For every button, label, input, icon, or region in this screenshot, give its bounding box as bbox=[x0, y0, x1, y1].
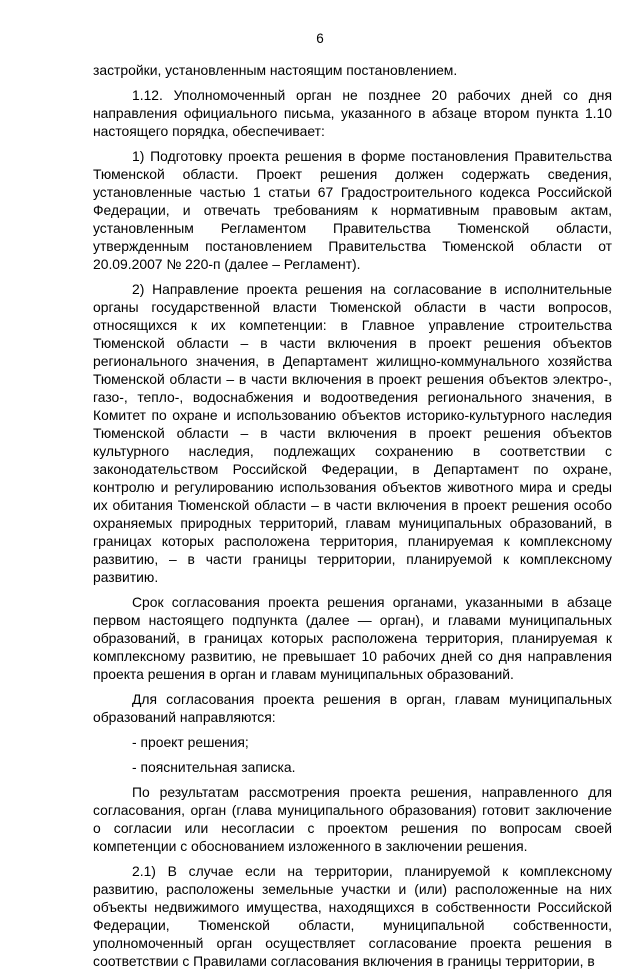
paragraph: 2.1) В случае если на территории, планируемой к комплексному развитию, расположены земельные участки и (или) расположенные на них объекты недвижимого имущества, находящихся в собственности Российской Федерации, Тюменской области, муниципальной собственности, уполномоченный орган осуществляет согласование проекта решения в соответствии с Правилами согласования включения в границы территории, в bbox=[93, 863, 612, 969]
paragraph: По результатам рассмотрения проекта решения, направленного для согласования, орган (глава муниципального образования) готовит заключение о согласии или несогласии с проектом решения по вопросам своей компетенции с обоснованием изложенного в заключении решения. bbox=[93, 784, 612, 854]
list-item: - проект решения; bbox=[132, 734, 249, 750]
page-number: 6 bbox=[316, 31, 324, 46]
paragraph: застройки, установленным настоящим постановлением. bbox=[93, 62, 458, 78]
paragraph: 1) Подготовку проекта решения в форме постановления Правительства Тюменской области. Проект решения должен содержать сведения, установленные частью 1 статьи 67 Градостроительного кодекса Российской Федерации, и отвечать требованиям к нормативным правовым актам, установленным Регламентом Правительства Тюменской области, утвержденным постановлением Правительства Тюменской области от 20.09.2007 № 220-п (далее – Регламент). bbox=[93, 148, 612, 272]
paragraph: 2) Направление проекта решения на согласование в исполнительные органы государственной власти Тюменской области в части вопросов, относящихся к их компетенции: в Главное управление строительства Тюменской области – в части включения в проект решения объектов регионального значения, в Департамент жилищно-коммунального хозяйства Тюменской области – в части включения в проект решения объектов электро-, газо-, тепло-, водоснабжения и водоотведения регионального значения, в Комитет по охране и использованию объектов историко-культурного наследия Тюменской области – в части включения в проект решения объектов культурного наследия, подлежащих сохранению в соответствии с законодательством Российской Федерации, в Департамент по охране, контролю и регулированию использования объектов животного мира и среды их обитания Тюменской области – в части включения в проект решения особо охраняемых природных территорий, главам муниципальных образований, в границах которых расположена территория, планируемая к комплексному развитию, – в части границы территории, планируемой к комплексному развитию. bbox=[93, 281, 612, 585]
document-body bbox=[93, 61, 612, 970]
paragraph: Срок согласования проекта решения органами, указанными в абзаце первом настоящего подпункта (далее — орган), и главами муниципальных образований, в границах которых расположена территория, планируемая к комплексному развитию, не превышает 10 рабочих дней со дня направления проекта решения в орган и главам муниципальных образований. bbox=[93, 594, 612, 682]
paragraph: Для согласования проекта решения в орган, главам муниципальных образований направляются: bbox=[93, 691, 612, 725]
list-item: - пояснительная записка. bbox=[132, 759, 296, 775]
paragraph: 1.12. Уполномоченный орган не позднее 20 рабочих дней со дня направления официального письма, указанного в абзаце втором пункта 1.10 настоящего порядка, обеспечивает: bbox=[93, 87, 612, 139]
